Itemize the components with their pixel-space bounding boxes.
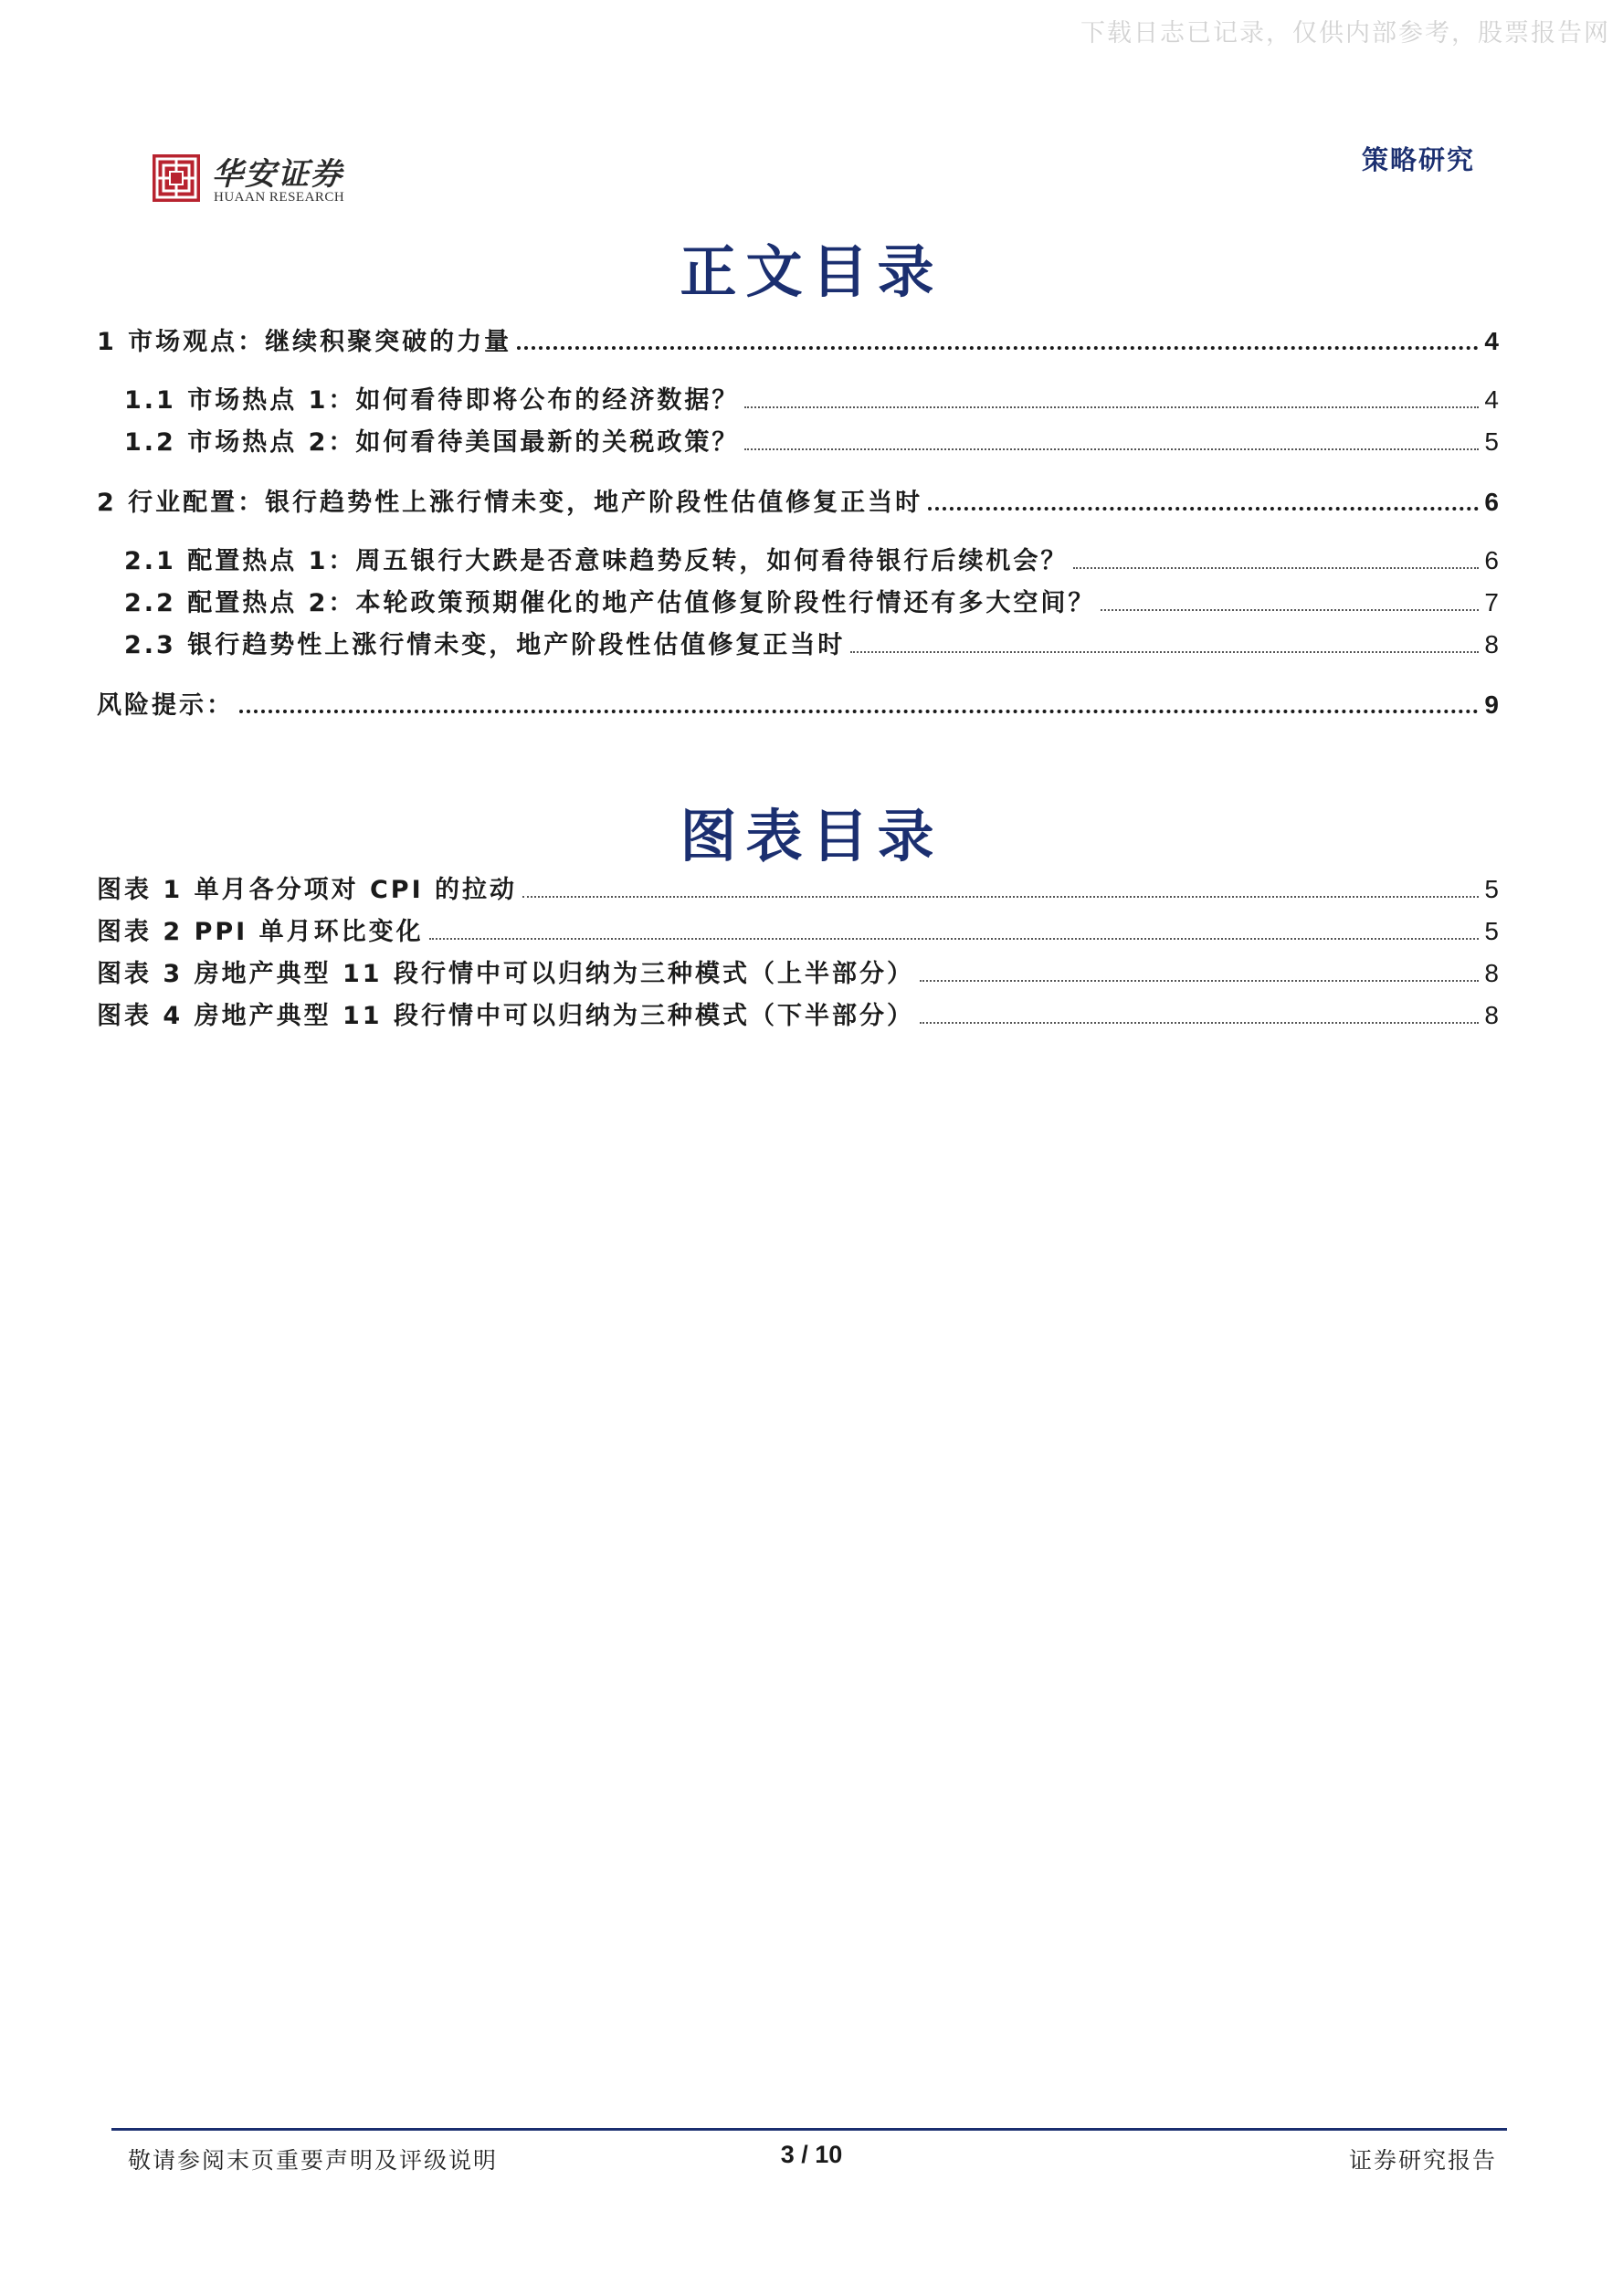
toc-entry-page: 5 [1484,427,1499,456]
toc-entry-page: 8 [1484,630,1499,658]
figures-title: 图表目录 [680,803,943,869]
toc-entry[interactable] [97,482,1499,518]
watermark-text: 下载日志已记录，仅供内部参考，股票报告网 [1080,19,1610,47]
leader-dots [522,896,1479,898]
leader-dots [744,448,1479,450]
leader-dots [1101,609,1479,611]
toc-entry-label: 2.1 配置热点 1：周五银行大跌是否意味趋势反转，如何看待银行后续机会？ [124,547,1069,575]
footer-disclaimer: 敬请参阅末页重要声明及评级说明 [128,2147,499,2174]
figure-entry-label: 图表 4 房地产典型 11 段行情中可以归纳为三种模式（下半部分） [97,1002,914,1030]
document-type: 策略研究 [1361,144,1475,175]
toc-entry-label: 2.2 配置热点 2：本轮政策预期催化的地产估值修复阶段性行情还有多大空间？ [124,589,1096,617]
toc-entry[interactable] [97,685,1499,721]
huaan-logo-icon [152,153,201,203]
leader-dots [920,980,1479,982]
toc-entry-page: 4 [1484,385,1499,414]
page-header [0,0,1623,219]
toc-entry-page: 7 [1484,588,1499,616]
figure-entry[interactable] [97,911,1499,947]
leader-dots [429,938,1480,940]
leader-dots [920,1022,1479,1024]
toc-entry-label: 2 行业配置：银行趋势性上涨行情未变，地产阶段性估值修复正当时 [97,489,923,517]
leader-dots [517,346,1479,350]
leader-dots [1073,567,1479,569]
figure-entry-label: 图表 3 房地产典型 11 段行情中可以归纳为三种模式（上半部分） [97,960,914,988]
figure-entry-label: 图表 2 PPI 单月环比变化 [97,918,424,946]
figure-entry-label: 图表 1 单月各分项对 CPI 的拉动 [97,876,518,904]
toc-entry[interactable] [124,625,1499,660]
toc-entry-label: 风险提示： [97,691,234,720]
toc-entry-label: 1.1 市场热点 1：如何看待即将公布的经济数据？ [124,386,740,415]
toc-entry-label: 1.2 市场热点 2：如何看待美国最新的关税政策？ [124,428,740,457]
figure-entry-page: 5 [1484,875,1499,903]
toc-entry-label: 2.3 银行趋势性上涨行情未变，地产阶段性估值修复正当时 [124,631,846,659]
figure-entry-page: 8 [1484,1001,1499,1029]
figure-entry[interactable] [97,995,1499,1031]
toc-entry-page: 4 [1484,327,1499,355]
leader-dots [928,507,1479,511]
toc-entry[interactable] [97,321,1499,357]
toc-entry[interactable] [124,541,1499,576]
leader-dots [850,651,1479,653]
toc-entry-page: 6 [1484,488,1499,516]
toc-entry-label: 1 市场观点：继续积聚突破的力量 [97,328,512,356]
figure-entry[interactable] [97,869,1499,905]
figure-entry[interactable] [97,953,1499,989]
brand-name-cn: 华安证券 [212,156,343,193]
figure-entry-page: 8 [1484,959,1499,987]
leader-dots [744,406,1479,408]
toc-entry-page: 6 [1484,546,1499,574]
figure-entry-page: 5 [1484,917,1499,945]
footer-divider [111,2128,1507,2131]
toc-entry[interactable] [124,583,1499,618]
page-number: 3 / 10 [780,2141,843,2168]
footer-report-type: 证券研究报告 [1348,2147,1497,2174]
leader-dots [239,710,1479,713]
toc-entry[interactable] [124,422,1499,458]
brand-name-en: HUAAN RESEARCH [214,190,345,205]
toc-title: 正文目录 [680,238,943,305]
toc-entry[interactable] [124,380,1499,416]
toc-entry-page: 9 [1484,690,1499,719]
